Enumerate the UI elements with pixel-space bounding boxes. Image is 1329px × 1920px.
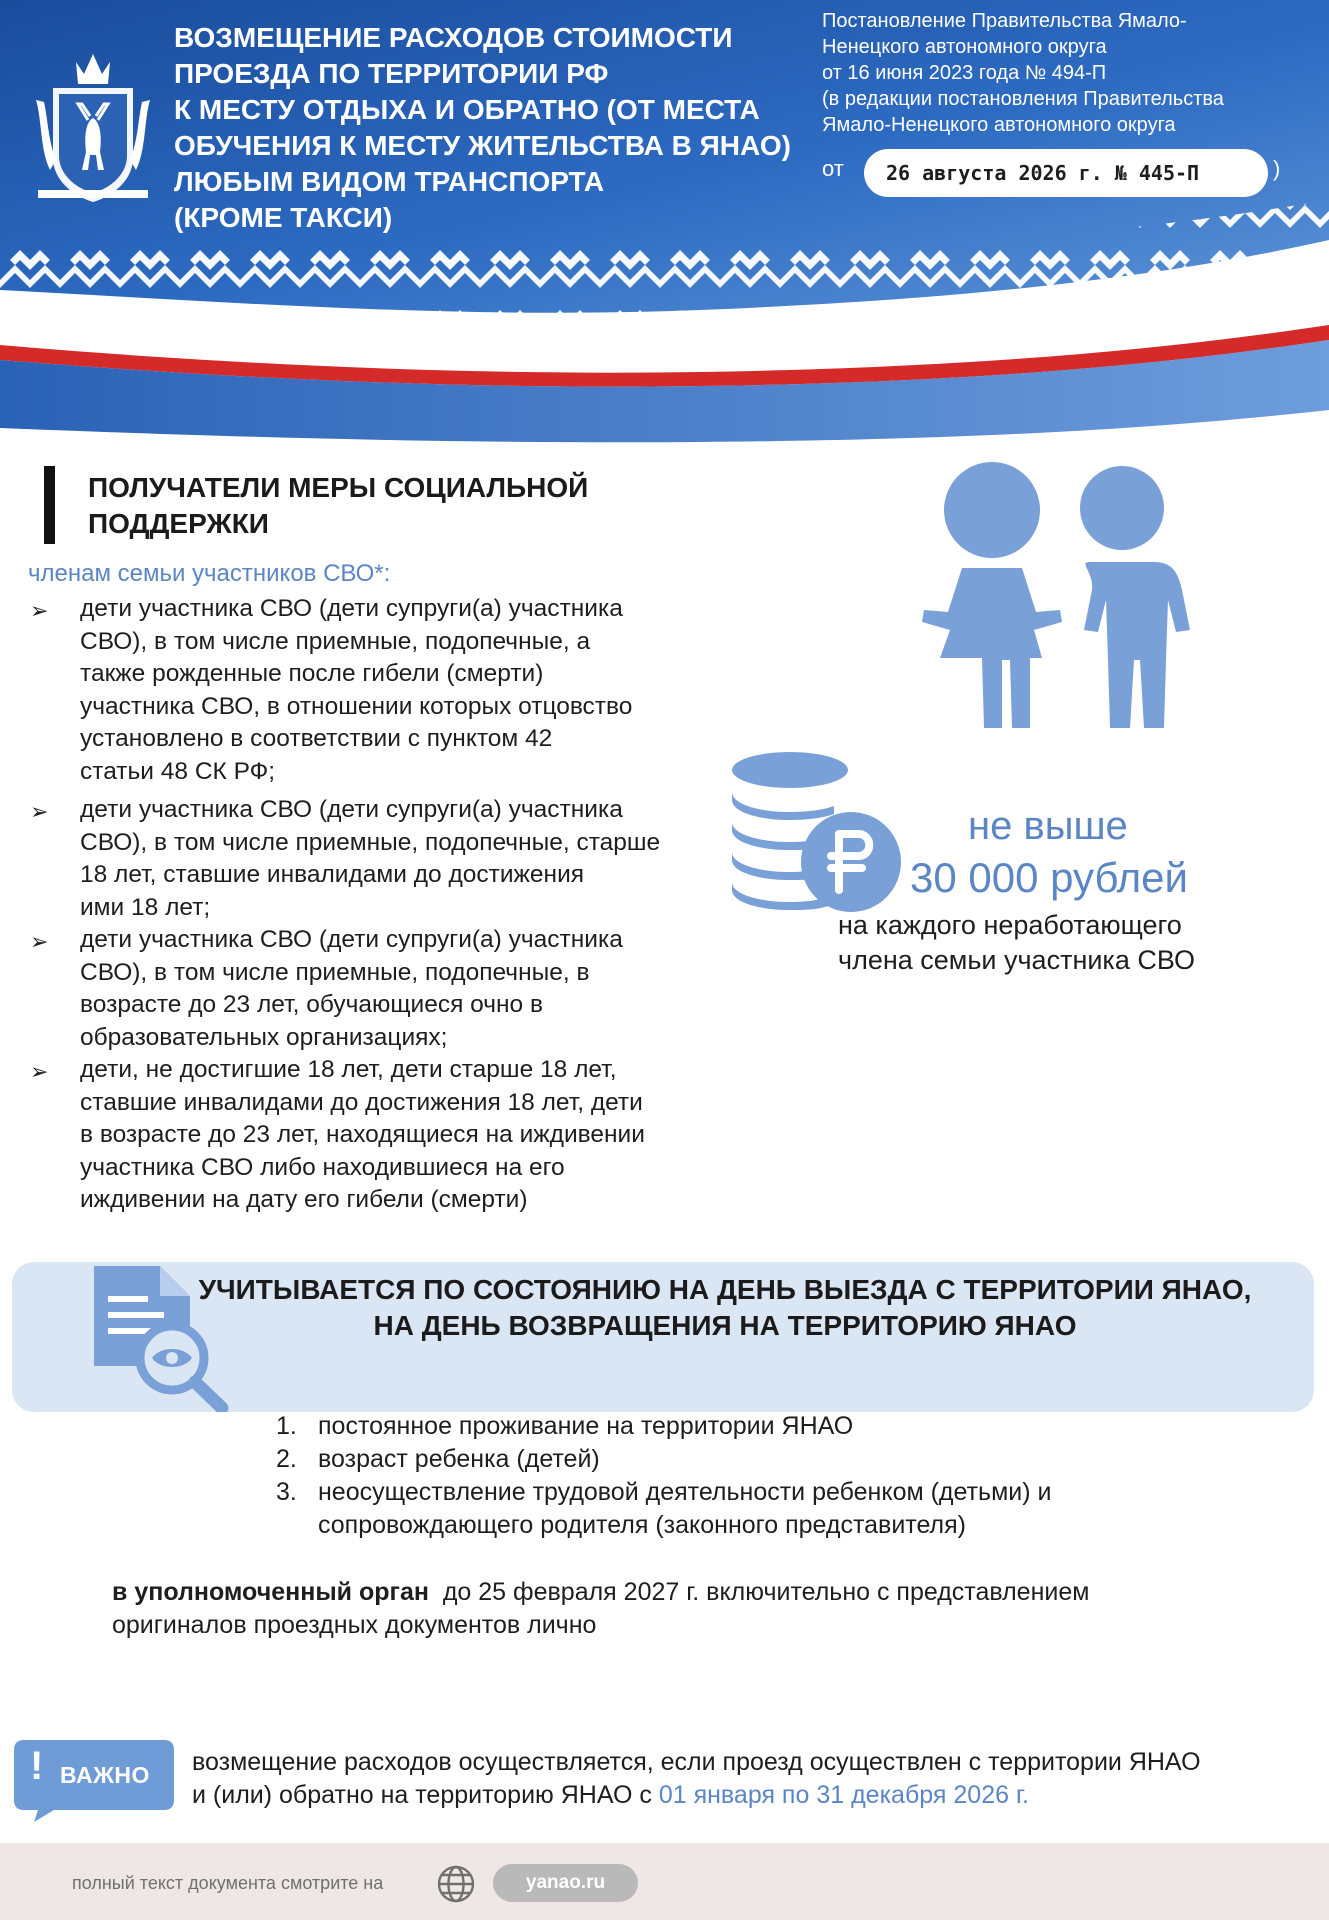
item-line: возрасте до 23 лет, обучающиеся очно в — [80, 991, 543, 1018]
footer-text: полный текст документа смотрите на — [72, 1873, 384, 1893]
list-item — [274, 1443, 1274, 1476]
amount-description — [838, 908, 1298, 978]
decree-line: Ямало-Ненецкого автономного округа — [822, 114, 1176, 136]
heading-line: ПОДДЕРЖКИ — [88, 508, 269, 539]
important-note — [192, 1746, 1322, 1812]
note-period: 01 января по 31 декабря 2026 г. — [658, 1781, 1029, 1809]
list-item — [28, 1054, 748, 1217]
website-link[interactable]: yanao.ru — [493, 1864, 638, 1902]
recipients-subtitle: членам семьи участников СВО*: — [28, 560, 391, 587]
recipients-list — [28, 593, 748, 1217]
amount-desc-line: члена семьи участника СВО — [838, 945, 1195, 975]
ruble-coins-icon — [728, 750, 908, 915]
item-line: участника СВО либо находившиеся на его — [80, 1153, 565, 1181]
important-label: ВАЖНО — [60, 1762, 150, 1788]
amount-prefix: не выше — [968, 804, 1128, 848]
banner-line: НА ДЕНЬ ВОЗВРАЩЕНИЯ НА ТЕРРИТОРИЮ ЯНАО — [373, 1310, 1077, 1341]
item-line: 18 лет, ставшие инвалидами до достижения — [80, 861, 585, 888]
arrow-bullet-icon: ➢ — [30, 799, 49, 824]
item-line: дети участника СВО (дети супруги(а) участника — [80, 796, 623, 823]
banner-line: УЧИТЫВАЕТСЯ ПО СОСТОЯНИЮ НА ДЕНЬ ВЫЕЗДА С ТЕРРИТОРИИ ЯНАО, — [198, 1274, 1252, 1305]
arrow-bullet-icon: ➢ — [30, 929, 49, 954]
item-number: 1. — [276, 1412, 297, 1440]
amount-desc-line: на каждого неработающего — [838, 910, 1182, 940]
heading-line: ПОЛУЧАТЕЛИ МЕРЫ СОЦИАЛЬНОЙ — [88, 472, 589, 503]
recipients-heading — [88, 470, 648, 542]
decree-line: от 16 июня 2023 года № 494-П — [822, 62, 1107, 84]
decree-line: Постановление Правительства Ямало- — [822, 10, 1187, 32]
item-line: дети участника СВО (дети супруги(а) участника — [80, 595, 623, 622]
title-line: ПРОЕЗДА ПО ТЕРРИТОРИИ РФ — [174, 58, 609, 89]
item-line: СВО), в том числе приемные, подопечные, в — [80, 958, 590, 986]
list-item — [28, 794, 748, 924]
arrow-bullet-icon: ➢ — [30, 1059, 49, 1084]
title-line: ЛЮБЫМ ВИДОМ ТРАНСПОРТА — [174, 166, 605, 197]
decree-amendment-badge: 26 августа 2026 г. № 445-П — [864, 149, 1268, 197]
item-number: 3. — [276, 1478, 297, 1506]
item-line: постоянное проживание на территории ЯНАО — [318, 1412, 854, 1440]
item-line: статьи 48 СК РФ; — [80, 757, 276, 785]
decree-from-label: от — [822, 156, 844, 181]
list-item — [274, 1410, 1274, 1443]
decree-reference — [822, 8, 1322, 138]
title-line: ВОЗМЕЩЕНИЕ РАСХОДОВ СТОИМОСТИ — [174, 22, 733, 53]
item-number: 2. — [276, 1445, 297, 1473]
item-line: дети, не достигшие 18 лет, дети старше 18 лет, — [80, 1056, 617, 1083]
item-line: ставшие инвалидами до достижения 18 лет, дети — [80, 1088, 643, 1116]
application-info — [112, 1576, 1262, 1642]
decree-close-paren: ) — [1273, 156, 1281, 181]
list-item — [28, 593, 748, 788]
document-title — [174, 20, 814, 236]
item-line: дети участника СВО (дети супруги(а) участника — [80, 926, 623, 953]
list-item — [28, 924, 748, 1054]
list-item — [274, 1476, 1274, 1542]
banner-heading — [150, 1272, 1300, 1344]
item-line: СВО), в том числе приемные, подопечные, старше — [80, 828, 661, 856]
apply-deadline: до 25 февраля 2027 г. включительно с представлением — [428, 1578, 1090, 1606]
item-line: также рожденные после гибели (смерти) — [80, 660, 544, 687]
item-line: возраст ребенка (детей) — [318, 1445, 600, 1473]
exclamation-icon: ! — [30, 1744, 44, 1788]
arrow-bullet-icon: ➢ — [30, 598, 49, 623]
title-line: ОБУЧЕНИЯ К МЕСТУ ЖИТЕЛЬСТВА В ЯНАО) — [174, 130, 791, 161]
decree-line: (в редакции постановления Правительства — [822, 88, 1224, 110]
item-line: в возрасте до 23 лет, находящиеся на иждивении — [80, 1121, 645, 1148]
section-marker-bar — [44, 466, 55, 544]
title-line: (КРОМЕ ТАКСИ) — [174, 202, 393, 233]
item-line: иждивении на дату его гибели (смерти) — [80, 1186, 528, 1213]
item-line: СВО), в том числе приемные, подопечные, а — [80, 627, 591, 655]
item-line: образовательных организациях; — [80, 1023, 448, 1051]
item-line: неосуществление трудовой деятельности ребенком (детьми) и — [318, 1478, 1052, 1506]
title-line: К МЕСТУ ОТДЫХА И ОБРАТНО (ОТ МЕСТА — [174, 94, 760, 125]
children-icon — [910, 460, 1220, 740]
globe-icon — [436, 1864, 476, 1904]
item-line: сопровождающего родителя (законного представителя) — [318, 1511, 966, 1539]
coat-of-arms-icon — [28, 40, 158, 210]
note-line-start: и (или) обратно на территорию ЯНАО с — [192, 1781, 659, 1809]
item-line: ими 18 лет; — [80, 893, 211, 921]
item-line: установлено в соответствии с пунктом 42 — [80, 725, 553, 752]
conditions-list — [274, 1410, 1274, 1542]
amount-value: 30 000 рублей — [910, 854, 1188, 901]
apply-documents: оригиналов проездных документов лично — [112, 1611, 597, 1639]
note-line: возмещение расходов осуществляется, если проезд осуществлен с территории ЯНАО — [192, 1748, 1201, 1776]
item-line: участника СВО, в отношении которых отцовство — [80, 692, 633, 720]
decree-line: Ненецкого автономного округа — [822, 36, 1107, 58]
apply-authority: в уполномоченный орган — [112, 1578, 429, 1606]
